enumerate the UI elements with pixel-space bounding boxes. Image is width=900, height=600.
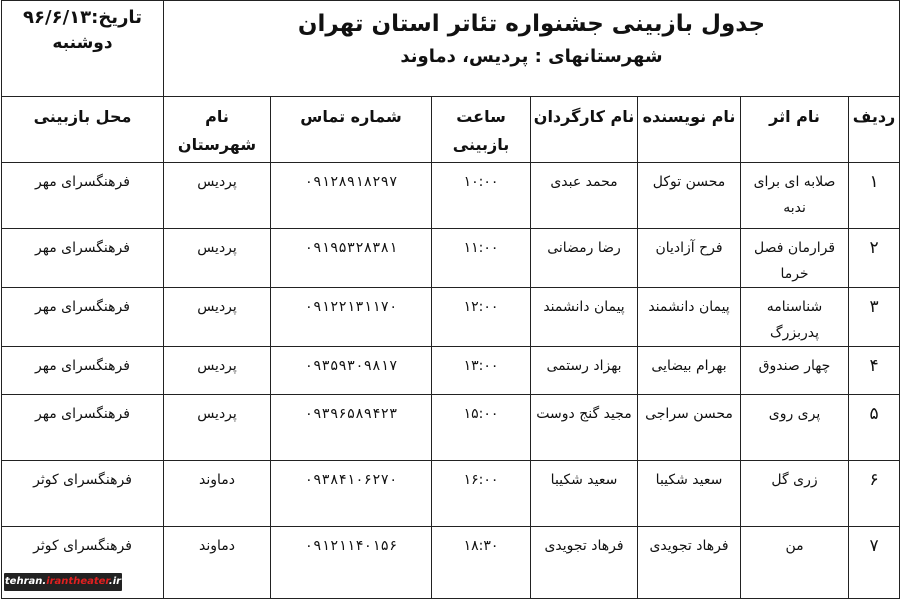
table-row [2,527,900,599]
writer-name: سعید شکیبا [638,461,741,527]
director-name: پیمان دانشمند [531,288,638,347]
col-header-city: نام شهرستان [164,97,271,163]
table-row [2,229,900,288]
header-title-cell [164,1,900,97]
col-header-venue: محل بازبینی [2,97,164,163]
work-name: قرارمان فصل خرما [741,229,849,288]
phone-number: ۰۹۱۲۱۱۴۰۱۵۶ [271,527,432,599]
writer-name: فرح آزادیان [638,229,741,288]
director-name: محمد عبدی [531,163,638,229]
city-name: پردیس [164,347,271,395]
work-name: صلابه ای برای ندبه [741,163,849,229]
venue-name: فرهنگسرای مهر [2,347,164,395]
writer-name: پیمان دانشمند [638,288,741,347]
phone-number: ۰۹۳۸۴۱۰۶۲۷۰ [271,461,432,527]
col-header-director: نام کارگردان [531,97,638,163]
column-header-row [2,97,900,163]
col-header-time: ساعت بازبینی [432,97,531,163]
schedule-table [1,0,900,599]
city-name: پردیس [164,395,271,461]
review-time: ۱۵:۰۰ [432,395,531,461]
table-row [2,461,900,527]
page-title: جدول بازبینی جشنواره تئاتر استان تهران [297,11,766,37]
row-number: ۲ [849,229,900,288]
phone-number: ۰۹۳۵۹۳۰۹۸۱۷ [271,347,432,395]
director-name: سعید شکیبا [531,461,638,527]
review-time: ۱۱:۰۰ [432,229,531,288]
writer-name: محسن سراجی [638,395,741,461]
row-number: ۷ [849,527,900,599]
header-row [2,1,900,97]
writer-name: محسن توکل [638,163,741,229]
col-header-phone: شماره تماس [271,97,432,163]
review-time: ۱۰:۰۰ [432,163,531,229]
row-number: ۶ [849,461,900,527]
city-name: دماوند [164,461,271,527]
city-name: پردیس [164,288,271,347]
row-number: ۴ [849,347,900,395]
col-header-writer: نام نویسنده [638,97,741,163]
city-name: پردیس [164,229,271,288]
review-time: ۱۶:۰۰ [432,461,531,527]
day-label: دوشنبه [52,33,113,53]
venue-name: فرهنگسرای کوثر [2,461,164,527]
director-name: رضا رمضانی [531,229,638,288]
row-number: ۳ [849,288,900,347]
venue-name: فرهنگسرای مهر [2,288,164,347]
director-name: مجید گنج دوست [531,395,638,461]
watermark-suffix: .ir [108,576,122,587]
city-name: پردیس [164,163,271,229]
watermark-logo [4,573,122,591]
director-name: بهزاد رستمی [531,347,638,395]
work-name: من [741,527,849,599]
writer-name: فرهاد تجویدی [638,527,741,599]
venue-name: فرهنگسرای مهر [2,395,164,461]
work-name: زری گل [741,461,849,527]
table-row [2,288,900,347]
city-name: دماوند [164,527,271,599]
table-row [2,163,900,229]
date-label: تاریخ:۹۶/۶/۱۳ [23,7,142,28]
work-name: چهار صندوق [741,347,849,395]
work-name: پری روی [741,395,849,461]
venue-name: فرهنگسرای مهر [2,163,164,229]
venue-name: فرهنگسرای مهر [2,229,164,288]
writer-name: بهرام بیضایی [638,347,741,395]
review-time: ۱۸:۳۰ [432,527,531,599]
watermark-brand: irantheater [46,576,109,587]
phone-number: ۰۹۱۲۸۹۱۸۲۹۷ [271,163,432,229]
phone-number: ۰۹۱۹۵۳۲۸۳۸۱ [271,229,432,288]
director-name: فرهاد تجویدی [531,527,638,599]
date-cell [2,1,164,97]
col-header-row-number: ردیف [849,97,900,163]
watermark-prefix: tehran. [4,576,47,587]
phone-number: ۰۹۱۲۲۱۳۱۱۷۰ [271,288,432,347]
col-header-work: نام اثر [741,97,849,163]
review-time: ۱۳:۰۰ [432,347,531,395]
table-row [2,395,900,461]
row-number: ۵ [849,395,900,461]
page-subtitle: شهرستانهای : پردیس، دماوند [400,46,663,67]
venue-name: فرهنگسرای کوثر [2,527,164,599]
review-time: ۱۲:۰۰ [432,288,531,347]
table-row [2,347,900,395]
work-name: شناسنامه پدربزرگ [741,288,849,347]
phone-number: ۰۹۳۹۶۵۸۹۴۲۳ [271,395,432,461]
row-number: ۱ [849,163,900,229]
